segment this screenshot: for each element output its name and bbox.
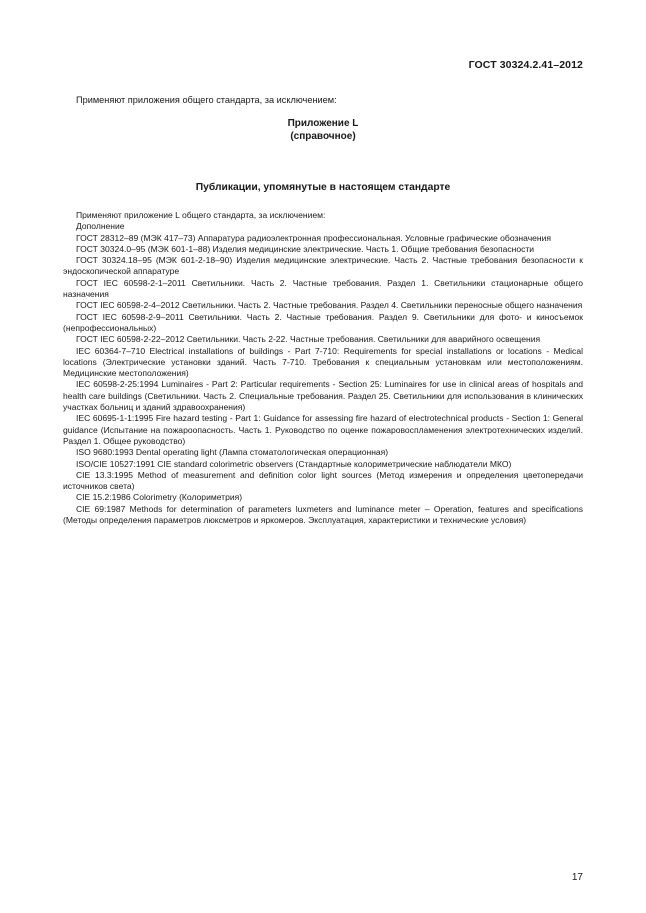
annex-title: Приложение L (287, 118, 359, 129)
intro-text: Применяют приложения общего стандарта, за исключением: (76, 95, 337, 105)
reference-paragraph: ГОСТ 28312–89 (МЭК 417–73) Аппаратура радиоэлектронная профессиональная. Условные графические обозначения (76, 232, 552, 243)
reference-paragraph: Применяют приложение L общего стандарта, за исключением: (76, 210, 326, 220)
reference-paragraph: IEC 60695-1-1:1995 Fire hazard testing - Part 1: Guidance for assessing fire hazard of electrotechnical products - Section 1: General guidance (Испытание на пожароопасность. Часть 1. Руководство по оценке пожаровоспламенения электротехнических изделий. Раздел 1. Общее руководство) (63, 413, 583, 446)
section-title: Публикации, упомянутые в настоящем стандарте (195, 182, 451, 193)
reference-paragraph: ГОСТ IEC 60598-2-1–2011 Светильники. Часть 2. Частные требования. Раздел 1. Светильники стационарные общего назначения (63, 277, 583, 300)
reference-paragraph: Дополнение (76, 221, 125, 232)
reference-paragraph: IEC 60598-2-25:1994 Luminaires - Part 2: Particular requirements - Section 25: Luminaires for use in clinical areas of hospitals and health care buildings (Светильники. Часть 2. Специальные требования. Раздел 25. Светильники для использования в клинических участках больниц и зданий здравоохранения) (63, 379, 583, 413)
annex-heading (63, 117, 583, 143)
reference-paragraph: ISO 9680:1993 Dental operating light (Лампа стоматологическая операционная) (76, 447, 389, 458)
reference-paragraph: ГОСТ 30324.0–95 (МЭК 601-1–88) Изделия медицинские электрические. Часть 1. Общие требования безопасности (76, 243, 535, 254)
reference-paragraph: CIE 15.2:1986 Colorimetry (Колориметрия) (76, 492, 243, 503)
references-list (63, 210, 583, 526)
annex-subtitle: (справочное) (290, 131, 356, 142)
reference-paragraph: CIE 13.3:1995 Method of measurement and definition color light sources (Метод измерения и определения цветопередачи источников света) (63, 469, 583, 492)
standard-code-header: ГОСТ 30324.2.41–2012 (468, 59, 583, 71)
reference-paragraph: ГОСТ IEC 60598-2-9–2011 Светильники. Часть 2. Частные требования. Раздел 9. Светильники для фото- и киносъемок (непрофессиональных) (63, 311, 583, 333)
reference-paragraph: IEC 60364-7–710 Electrical installations of buildings - Part 7-710: Requirements for special installations or locations - Medical locations (Электрические установки зданий. Часть 7-710. Требования к специальным установкам или местоположениям. Медицинские местоположения) (63, 345, 583, 379)
reference-paragraph: ISO/CIE 10527:1991 CIE standard colorimetric observers (Стандартные колориметрические наблюдатели МКО) (76, 458, 512, 469)
reference-paragraph: ГОСТ 30324.18–95 (МЭК 601-2-18–90) Изделия медицинские электрические. Часть 2. Частные требования безопасности к эндоскопической аппаратуре (63, 255, 583, 277)
page-number: 17 (571, 872, 583, 883)
reference-paragraph: ГОСТ IEC 60598-2-4–2012 Светильники. Часть 2. Частные требования. Раздел 4. Светильники переносные общего назначения (76, 300, 583, 311)
reference-paragraph: CIE 69:1987 Methods for determination of parameters luxmeters and luminance meter – Operation, features and specifications (Методы определения параметров люксметров и яркомеров. Эксплуатация, характеристики и технические условия) (63, 503, 583, 526)
reference-paragraph: ГОСТ IEC 60598-2-22–2012 Светильники. Часть 2-22. Частные требования. Светильники для аварийного освещения (76, 334, 541, 345)
